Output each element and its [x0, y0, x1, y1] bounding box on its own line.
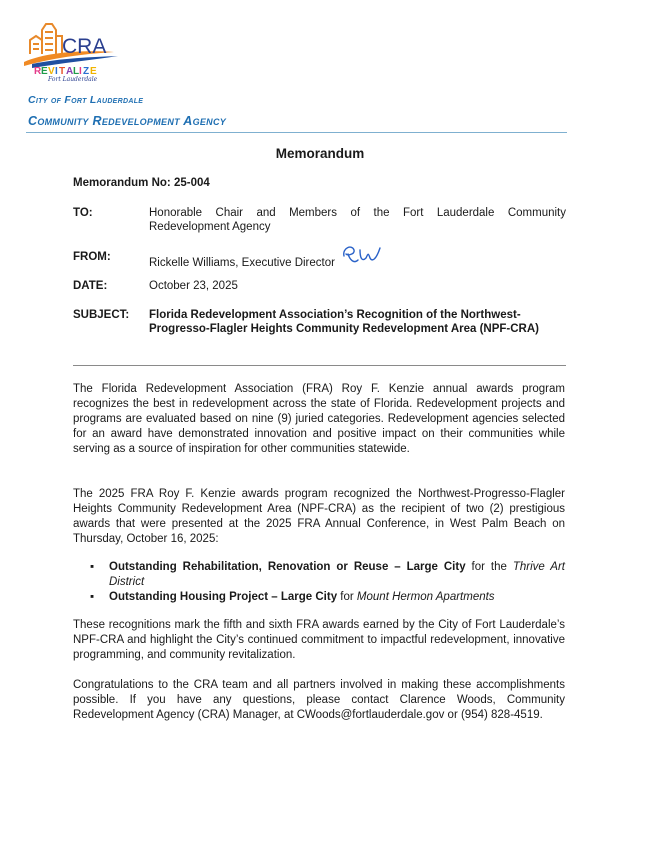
cra-building-logo-icon	[22, 16, 122, 82]
signature-icon	[340, 250, 388, 268]
svg-text:I: I	[55, 66, 58, 77]
awards-list	[90, 560, 565, 605]
svg-text:L: L	[73, 66, 80, 77]
svg-text:Fort Lauderdale: Fort Lauderdale	[48, 76, 98, 82]
bullet-icon: ▪	[90, 591, 95, 603]
award-project: Mount Hermon Apartments	[356, 591, 495, 603]
city-name: City of Fort Lauderdale	[28, 94, 144, 106]
memo-number: Memorandum No: 25-004	[73, 177, 210, 189]
award-item: ▪ Outstanding Housing Project – Large City for Mount Hermon Apartments	[90, 591, 495, 603]
award-project: Thrive Art District	[109, 561, 566, 588]
body-paragraph-1: The Florida Redevelopment Association (FRA) Roy F. Kenzie annual awards program recognizes the best in redevelopment across the state of Florida. Redevelopment projects and programs are evaluated based on nine (9) juried categories. Redevelopment agencies selected for an award have demonstrated innovation and positive impact on their communities while serving as a source of inspiration for other communities statewide.	[73, 383, 565, 455]
svg-text:Z: Z	[83, 66, 90, 77]
svg-text:I: I	[79, 66, 82, 77]
award-name: Outstanding Housing Project – Large City	[109, 591, 338, 603]
subject-divider	[73, 365, 566, 366]
agency-name: Community Redevelopment Agency	[28, 114, 227, 128]
svg-text:R: R	[34, 66, 42, 77]
to-value: Honorable Chair and Members of the Fort Lauderdale Community Redevelopment Agency	[149, 207, 566, 233]
body-paragraph-3: These recognitions mark the fifth and sixth FRA awards earned by the City of Fort Lauderdale’s NPF-CRA and highlight the City’s continued commitment to impactful redevelopment, innovative programming, and community revitalization.	[73, 619, 565, 661]
svg-text:E: E	[90, 66, 97, 77]
date-label: DATE:	[73, 280, 108, 292]
document-title: Memorandum	[275, 146, 365, 161]
from-label: FROM:	[73, 251, 111, 263]
subject-value: Florida Redevelopment Association’s Recognition of the Northwest-Progresso-Flagler Heights Community Redevelopment Area (NPF-CRA)	[149, 309, 539, 335]
subject-label: SUBJECT:	[73, 309, 130, 321]
svg-text:V: V	[48, 66, 55, 77]
svg-text:CRA: CRA	[62, 35, 107, 58]
agency-header	[28, 93, 226, 129]
award-item: ▪ Outstanding Rehabilitation, Renovation or Reuse – Large City for the Thrive Art District	[90, 561, 566, 588]
header-divider	[26, 132, 567, 133]
date-value: October 23, 2025	[149, 280, 238, 292]
body-paragraph-4: Congratulations to the CRA team and all partners involved in making these accomplishments possible. If you have any questions, please contact Clarence Woods, Community Redevelopment Agency (CRA) Manager, at CWoods@fortlauderdale.gov or (954) 828-4519.	[73, 679, 565, 721]
bullet-icon: ▪	[90, 561, 95, 573]
body-paragraph-2: The 2025 FRA Roy F. Kenzie awards program recognized the Northwest-Progresso-Flagler Heights Community Redevelopment Area (NPF-CRA) as the recipient of two (2) prestigious awards that were presented at the 2025 FRA Annual Conference, in West Palm Beach on Thursday, October 16, 2025:	[73, 488, 565, 545]
to-label: TO:	[73, 207, 93, 219]
svg-text:A: A	[66, 66, 74, 77]
cra-logo	[22, 16, 122, 82]
award-name: Outstanding Rehabilitation, Renovation or Reuse – Large City	[109, 561, 466, 573]
svg-text:T: T	[59, 66, 66, 77]
svg-text:E: E	[41, 66, 48, 77]
from-value: Rickelle Williams, Executive Director	[149, 250, 566, 270]
